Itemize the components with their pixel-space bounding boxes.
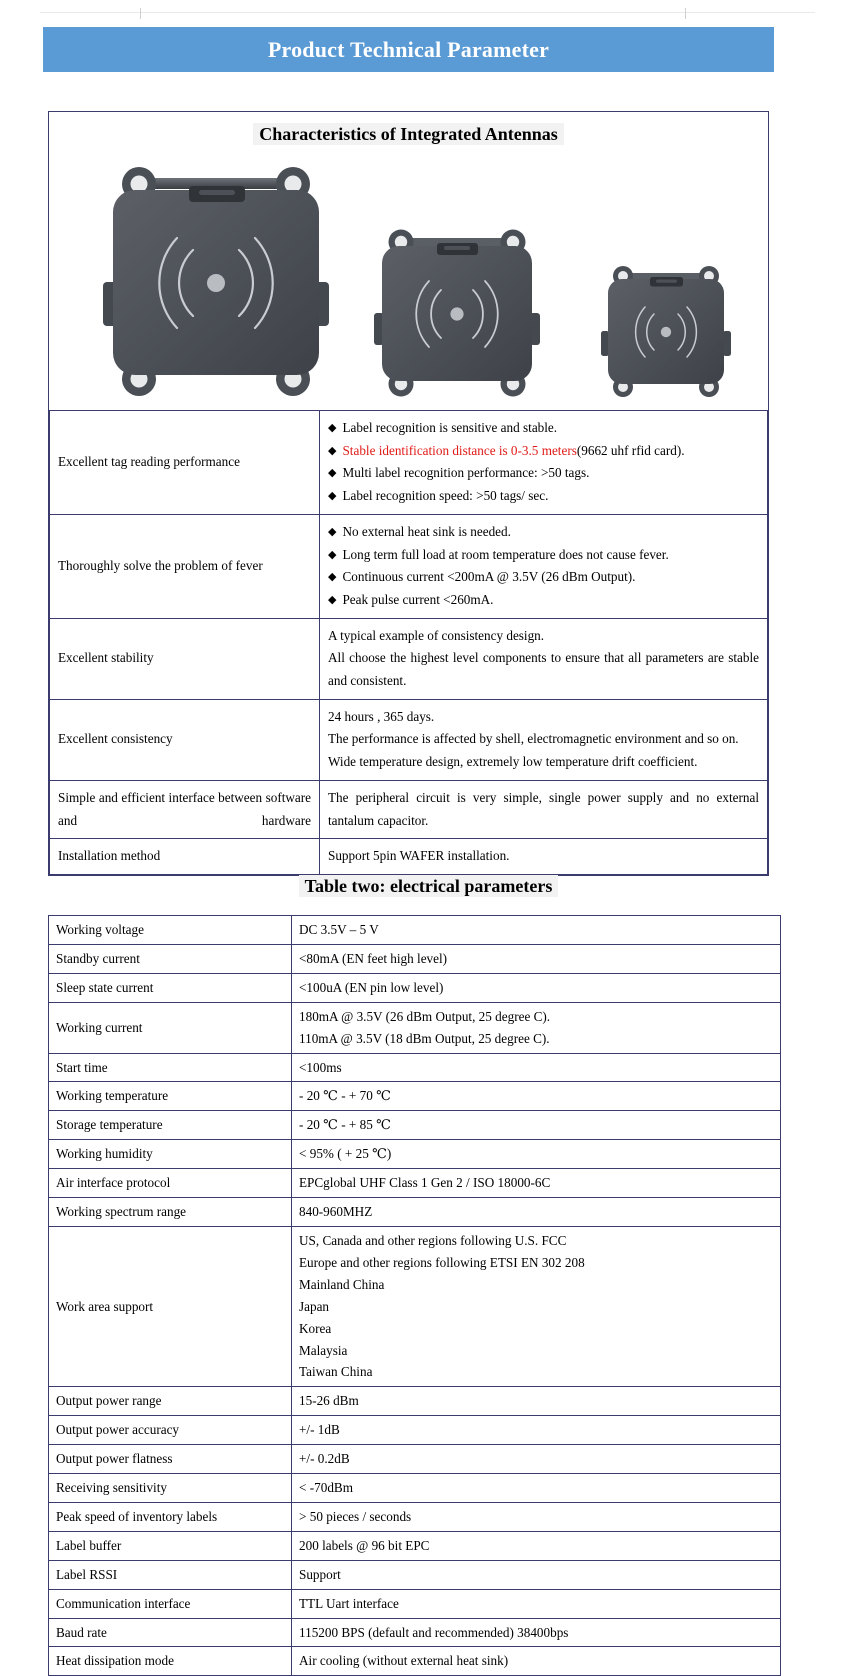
parameter-value: - 20 ℃ - + 85 ℃ [292, 1111, 781, 1140]
table-row [49, 1589, 781, 1618]
feature-value [320, 618, 768, 699]
page-banner [43, 27, 774, 72]
feature-text-line: A typical example of consistency design. [328, 627, 545, 643]
table-row [49, 1416, 781, 1445]
parameter-value-line: US, Canada and other regions following U.S. FCC [299, 1232, 567, 1248]
diamond-bullet-icon: ◆ [328, 571, 337, 584]
feature-bullet [328, 417, 759, 440]
diamond-bullet-icon: ◆ [328, 548, 337, 561]
feature-bullet-text: Long term full load at room temperature does not cause fever. [342, 546, 669, 562]
table-row [49, 1618, 781, 1647]
page-title: Product Technical Parameter [267, 36, 550, 62]
table-row [49, 1445, 781, 1474]
table-row [49, 1387, 781, 1416]
parameter-value: TTL Uart interface [292, 1589, 781, 1618]
table-row [49, 1169, 781, 1198]
feature-text-line: The performance is affected by shell, electromagnetic environment and so on. [328, 731, 739, 747]
parameter-name: Start time [49, 1053, 292, 1082]
table-row [49, 1647, 781, 1676]
feature-bullet-text: Peak pulse current <260mA. [342, 591, 494, 607]
parameter-value: <80mA (EN feet high level) [292, 944, 781, 973]
table-row [49, 1531, 781, 1560]
table-two-heading-wrap [0, 876, 857, 897]
diamond-bullet-icon: ◆ [328, 422, 337, 434]
diamond-bullet-icon: ◆ [328, 525, 337, 538]
feature-bullet-highlight: Stable identification distance is 0-3.5 meters [342, 442, 577, 458]
feature-bullet [328, 566, 759, 589]
parameter-value: <100uA (EN pin low level) [292, 973, 781, 1002]
table-row [49, 1111, 781, 1140]
parameter-name: Peak speed of inventory labels [49, 1502, 292, 1531]
parameter-value: Air cooling (without external heat sink) [292, 1647, 781, 1676]
parameter-value [292, 1002, 781, 1053]
feature-bullet [328, 485, 759, 508]
electrical-parameters-section [48, 915, 781, 1676]
feature-value: The peripheral circuit is very simple, single power supply and no external tantalum capacitor. [320, 780, 768, 838]
parameter-value: Support [292, 1560, 781, 1589]
feature-bullet-text: No external heat sink is needed. [342, 523, 511, 539]
table-row [49, 916, 781, 945]
parameter-value: +/- 0.2dB [292, 1445, 781, 1474]
table-row [49, 1226, 781, 1386]
parameter-value: > 50 pieces / seconds [292, 1502, 781, 1531]
characteristics-heading-wrap [49, 112, 768, 155]
parameter-name: Communication interface [49, 1589, 292, 1618]
parameter-value: 115200 BPS (default and recommended) 38400bps [292, 1618, 781, 1647]
feature-value [320, 514, 768, 618]
parameter-name: Work area support [49, 1226, 292, 1386]
feature-text-line: Wide temperature design, extremely low temperature drift coefficient. [328, 754, 698, 770]
parameter-name: Working temperature [49, 1082, 292, 1111]
parameter-value-line: Taiwan China [299, 1364, 373, 1380]
table-row [50, 699, 768, 780]
table-row [50, 618, 768, 699]
parameter-value-line: 180mA @ 3.5V (26 dBm Output, 25 degree C). [299, 1008, 551, 1024]
parameter-value-line: 110mA @ 3.5V (18 dBm Output, 25 degree C). [299, 1030, 550, 1046]
feature-label: Simple and efficient interface between software and hardware [50, 780, 320, 838]
characteristics-section [48, 111, 769, 876]
diamond-bullet-icon: ◆ [328, 444, 337, 457]
parameter-value-line: Mainland China [299, 1276, 385, 1292]
feature-value: Support 5pin WAFER installation. [320, 839, 768, 875]
feature-bullet-text: Multi label recognition performance: >50 tags. [342, 465, 590, 481]
table-row [49, 1198, 781, 1227]
feature-text-line: 24 hours , 365 days. [328, 708, 435, 724]
parameter-value: 840-960MHZ [292, 1198, 781, 1227]
parameter-value: 200 labels @ 96 bit EPC [292, 1531, 781, 1560]
feature-value [320, 411, 768, 515]
parameter-value: 15-26 dBm [292, 1387, 781, 1416]
parameter-name: Storage temperature [49, 1111, 292, 1140]
antenna-illustration-row [49, 155, 768, 410]
integrated-antenna-medium-image [373, 227, 541, 404]
feature-bullet [328, 440, 759, 463]
table-row [49, 1053, 781, 1082]
feature-bullet [328, 589, 759, 612]
parameter-name: Baud rate [49, 1618, 292, 1647]
feature-bullet-text: Continuous current <200mA @ 3.5V (26 dBm Output). [342, 569, 636, 585]
table-row [49, 1502, 781, 1531]
feature-label: Installation method [50, 839, 320, 875]
integrated-antenna-small-image [601, 264, 731, 404]
parameter-name: Label RSSI [49, 1560, 292, 1589]
diamond-bullet-icon: ◆ [328, 467, 337, 480]
table-row [49, 1560, 781, 1589]
parameter-name: Standby current [49, 944, 292, 973]
antenna-icon [601, 264, 731, 399]
diamond-bullet-icon: ◆ [328, 593, 337, 606]
parameter-name: Receiving sensitivity [49, 1474, 292, 1503]
feature-bullet [328, 544, 759, 567]
diamond-bullet-icon: ◆ [328, 490, 337, 503]
feature-label: Thoroughly solve the problem of fever [50, 514, 320, 618]
electrical-parameters-table [48, 915, 781, 1676]
table-row [49, 944, 781, 973]
feature-bullet-text: Label recognition speed: >50 tags/ sec. [342, 488, 549, 504]
parameter-value: DC 3.5V – 5 V [292, 916, 781, 945]
parameter-name: Working spectrum range [49, 1198, 292, 1227]
parameter-value: EPCglobal UHF Class 1 Gen 2 / ISO 18000-6C [292, 1169, 781, 1198]
antenna-icon [101, 164, 331, 399]
table-row [50, 839, 768, 875]
parameter-name: Working current [49, 1002, 292, 1053]
feature-bullet [328, 521, 759, 544]
feature-bullet-suffix: (9662 uhf rfid card). [576, 442, 685, 458]
parameter-value-line: Japan [299, 1298, 330, 1314]
table-row [50, 411, 768, 515]
page-margin-guides [0, 0, 857, 22]
parameter-name: Output power range [49, 1387, 292, 1416]
table-row [49, 1002, 781, 1053]
parameter-value: < -70dBm [292, 1474, 781, 1503]
parameter-value [292, 1226, 781, 1386]
table-row [50, 780, 768, 838]
parameter-name: Working humidity [49, 1140, 292, 1169]
feature-bullet [328, 462, 759, 485]
table-two-heading: Table two: electrical parameters [299, 875, 559, 897]
parameter-value: < 95% ( + 25 ℃) [292, 1140, 781, 1169]
table-row [49, 1474, 781, 1503]
parameter-value: +/- 1dB [292, 1416, 781, 1445]
margin-guide-line [40, 12, 815, 13]
characteristics-table [49, 410, 768, 875]
parameter-name: Air interface protocol [49, 1169, 292, 1198]
parameter-value-line: Europe and other regions following ETSI EN 302 208 [299, 1254, 585, 1270]
table-row [50, 514, 768, 618]
parameter-value: - 20 ℃ - + 70 ℃ [292, 1082, 781, 1111]
table-row [49, 973, 781, 1002]
parameter-name: Sleep state current [49, 973, 292, 1002]
parameter-name: Output power flatness [49, 1445, 292, 1474]
table-row [49, 1082, 781, 1111]
parameter-name: Heat dissipation mode [49, 1647, 292, 1676]
parameter-name: Label buffer [49, 1531, 292, 1560]
feature-text-line: All choose the highest level components to ensure that all parameters are stable and consistent. [328, 650, 759, 689]
parameter-value-line: Korea [299, 1320, 332, 1336]
parameter-name: Working voltage [49, 916, 292, 945]
parameter-value-line: Malaysia [299, 1342, 348, 1358]
margin-guide-tick-right [685, 8, 686, 19]
feature-label: Excellent tag reading performance [50, 411, 320, 515]
feature-label: Excellent stability [50, 618, 320, 699]
integrated-antenna-large-image [101, 164, 331, 404]
parameter-name: Output power accuracy [49, 1416, 292, 1445]
antenna-icon [373, 227, 541, 399]
feature-label: Excellent consistency [50, 699, 320, 780]
table-row [49, 1140, 781, 1169]
parameter-value: <100ms [292, 1053, 781, 1082]
margin-guide-tick-left [140, 8, 141, 19]
characteristics-heading: Characteristics of Integrated Antennas [253, 123, 563, 145]
feature-bullet-text: Label recognition is sensitive and stable. [342, 420, 558, 435]
feature-value [320, 699, 768, 780]
